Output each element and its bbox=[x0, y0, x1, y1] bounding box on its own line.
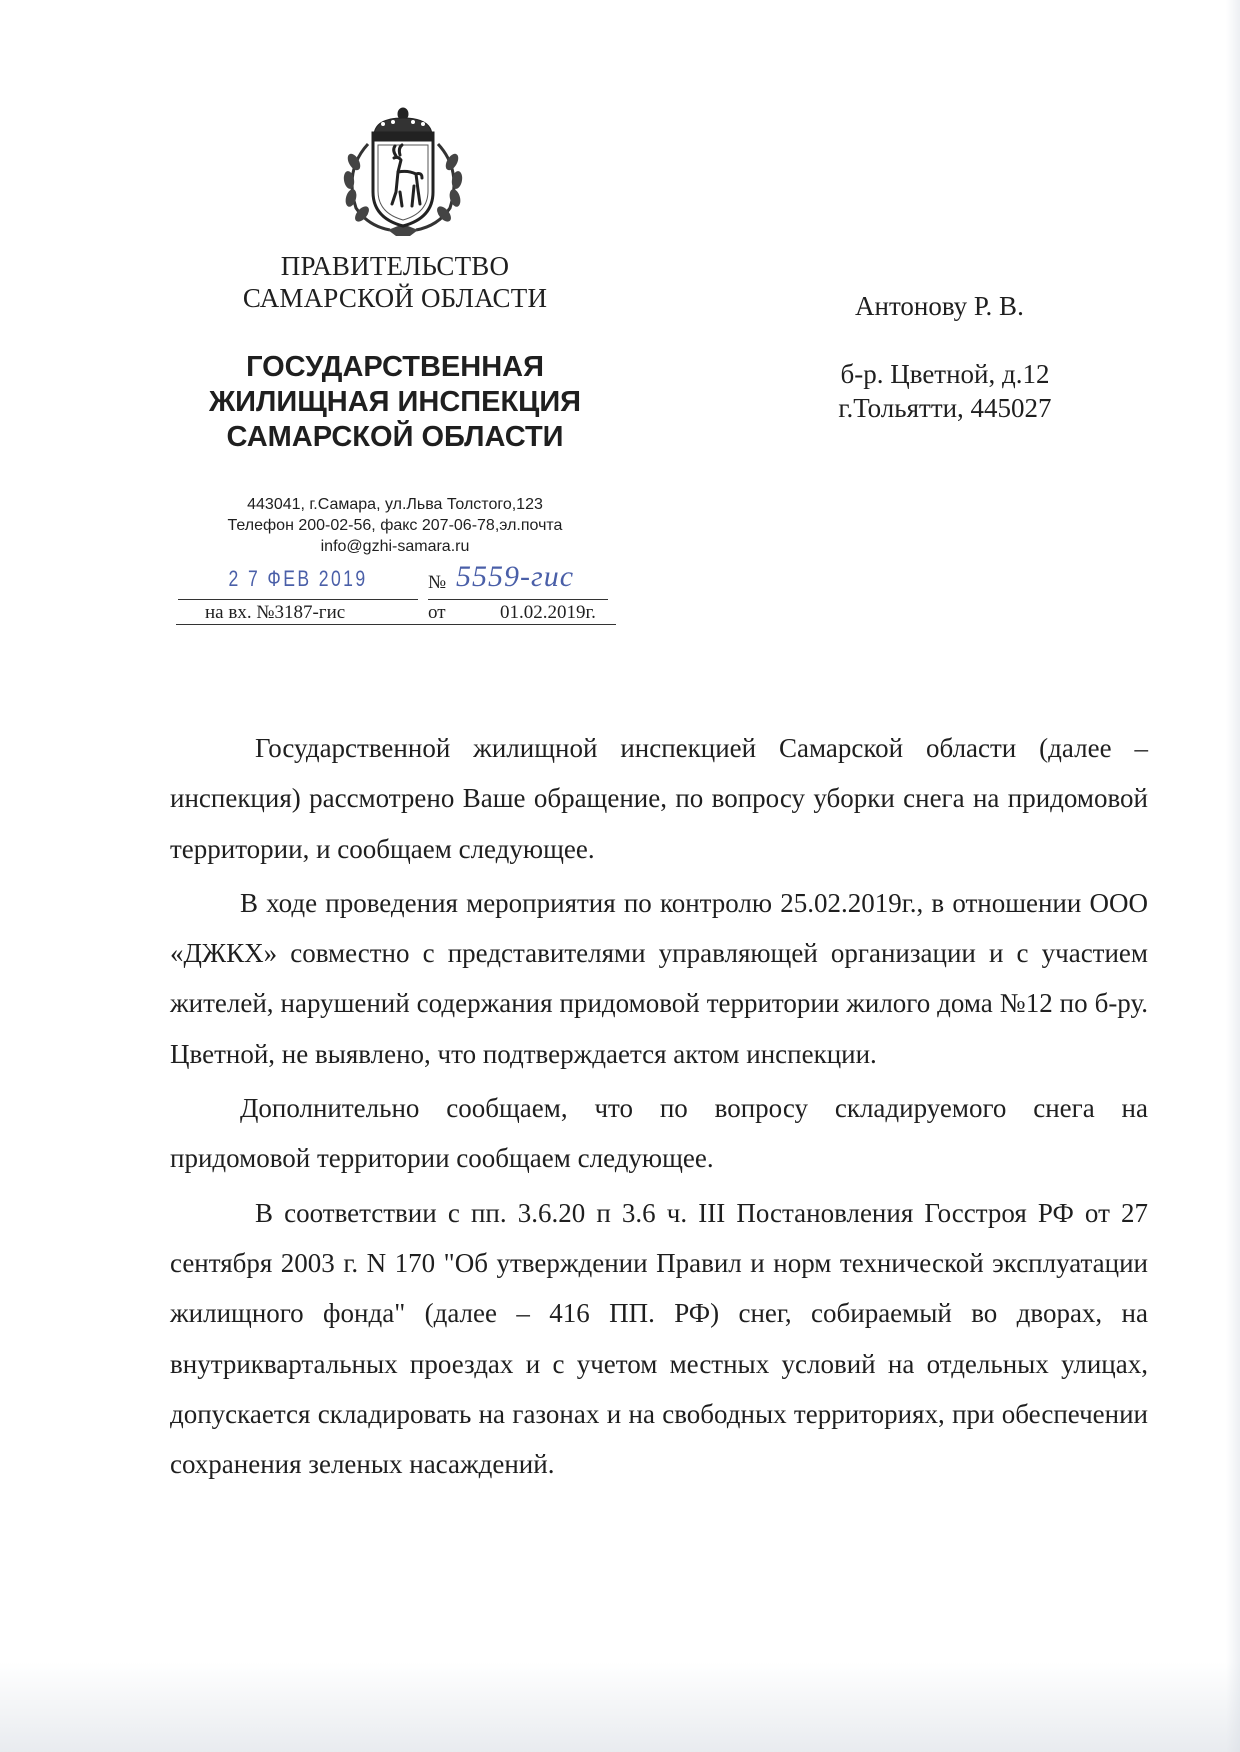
letter-body bbox=[170, 723, 1148, 1489]
paragraph-1: Государственной жилищной инспекцией Самарской области (далее – инспекция) рассмотрено Ваше обращение, по вопросу уборки снега на придомовой территории, и сообщаем следующее. bbox=[170, 733, 1148, 864]
inspection-line-2: ЖИЛИЩНАЯ ИНСПЕКЦИЯ bbox=[208, 386, 582, 418]
registration-date-stamp: 2 7 ФЕВ 2019 bbox=[228, 566, 368, 591]
government-name bbox=[175, 250, 615, 314]
contact-block bbox=[175, 494, 615, 557]
incoming-reference: на вх. №3187-гис bbox=[205, 602, 346, 623]
email-address: info@gzhi-samara.ru bbox=[320, 538, 470, 555]
reference-underline bbox=[176, 624, 616, 625]
date-underline bbox=[178, 599, 418, 600]
incoming-date: 01.02.2019г. bbox=[500, 602, 596, 623]
inspection-name bbox=[150, 350, 640, 455]
addressee-address bbox=[815, 357, 1075, 425]
addressee-city: г.Тольятти, 445027 bbox=[838, 393, 1052, 423]
gov-line-1: ПРАВИТЕЛЬСТВО bbox=[280, 251, 510, 281]
inspection-line-3: САМАРСКОЙ ОБЛАСТИ bbox=[226, 421, 564, 453]
gov-line-2: САМАРСКОЙ ОБЛАСТИ bbox=[242, 283, 548, 313]
number-underline bbox=[428, 599, 608, 600]
postal-address: 443041, г.Самара, ул.Льва Толстого,123 bbox=[247, 496, 543, 513]
paragraph-3: Дополнительно сообщаем, что по вопросу складируемого снега на придомовой территории сообщаем следующее. bbox=[170, 1093, 1148, 1174]
page-bottom-shadow bbox=[0, 1662, 1240, 1752]
addressee-name: Антонову Р. В. bbox=[855, 291, 1024, 321]
registration-number-label: № bbox=[428, 572, 447, 593]
paragraph-4: В соответствии с пп. 3.6.20 п 3.6 ч. III Постановления Госстроя РФ от 27 сентября 2003 г. N 170 "Об утверждении Правил и норм технической эксплуатации жилищного фонда" (далее – 416 ПП. РФ) снег, собираемый во дворах, на внутриквартальных проездах и с учетом местных условий на отдельных улицах, допускается складировать на газонах и на свободных территориях, при обеспечении сохранения зеленых насаждений. bbox=[170, 1197, 1148, 1480]
inspection-line-1: ГОСУДАРСТВЕННАЯ bbox=[246, 351, 544, 383]
samara-coat-of-arms-icon bbox=[338, 100, 468, 238]
addressee-street: б-р. Цветной, д.12 bbox=[840, 359, 1050, 389]
incoming-from-label: от bbox=[428, 602, 446, 623]
page-edge-shadow bbox=[1226, 0, 1240, 1752]
registration-number-handwritten: 5559-гис bbox=[456, 560, 575, 593]
paragraph-2: В ходе проведения мероприятия по контролю 25.02.2019г., в отношении ООО «ДЖКХ» совместно с представителями управляющей организации и с участием жителей, нарушений содержания придомовой территории жилого дома №12 по б-ру. Цветной, не выявлено, что подтверждается актом инспекции. bbox=[170, 887, 1148, 1069]
phone-fax: Телефон 200-02-56, факс 207-06-78,эл.почта bbox=[227, 517, 563, 534]
